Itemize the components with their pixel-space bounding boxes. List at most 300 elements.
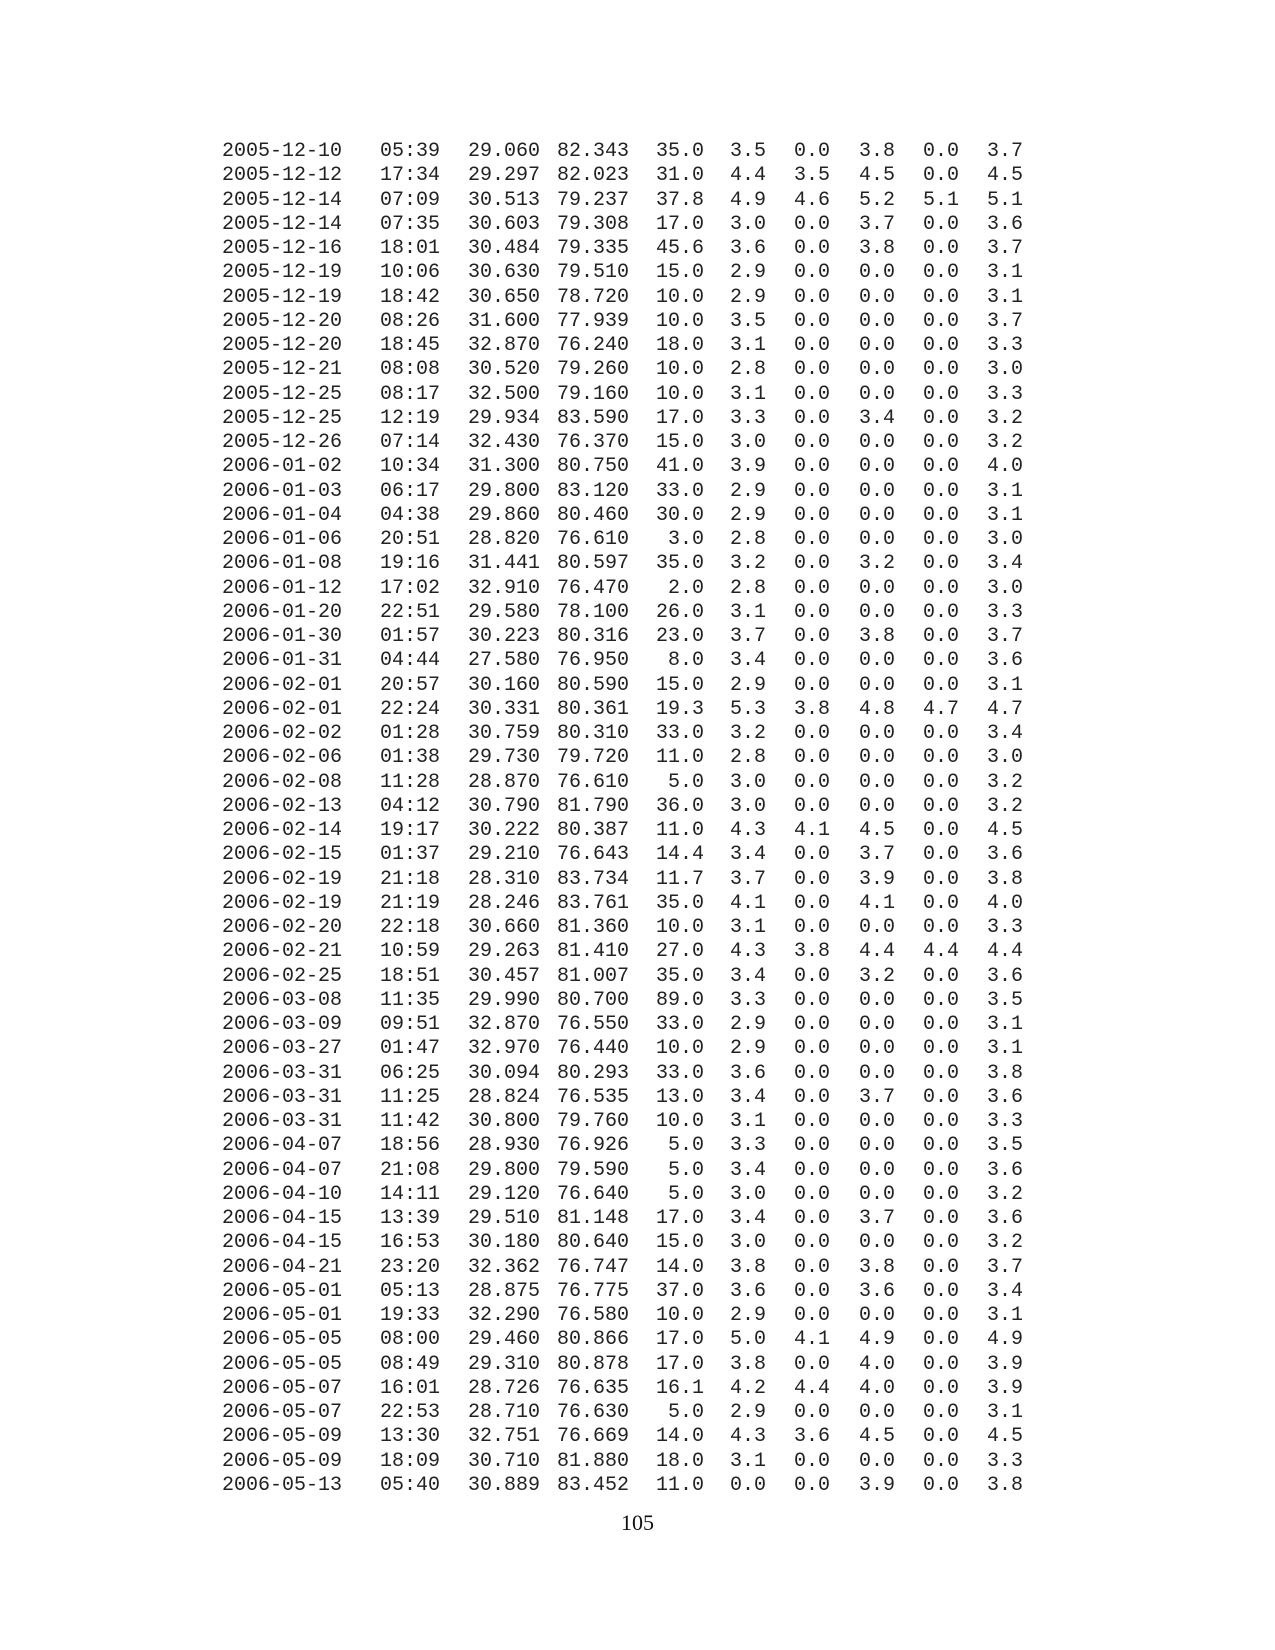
table-cell: 30.0 [655,503,704,527]
table-cell: 21:19 [380,891,441,915]
table-cell: 79.590 [557,1158,630,1182]
table-cell: 4.0 [859,1352,896,1376]
table-cell: 4.9 [987,1328,1024,1352]
table-cell: 3.1 [730,1110,767,1133]
table-cell: 0.0 [923,334,960,357]
table-cell: 0.0 [859,649,896,673]
table-cell: 2005-12-19 [222,261,343,285]
table-cell: 2006-02-01 [222,697,343,721]
table-cell: 3.3 [987,600,1024,624]
table-cell: 4.5 [859,164,896,188]
table-cell: 0.0 [923,576,960,600]
table-cell: 29.263 [468,940,541,964]
table-cell: 0.0 [794,770,831,794]
table-cell: 0.0 [859,1037,896,1061]
table-cell: 76.440 [557,1037,630,1061]
table-cell: 2006-02-25 [222,964,343,988]
table-cell: 0.0 [794,1182,831,1206]
table-cell: 76.643 [557,843,630,867]
table-cell: 16:53 [380,1231,441,1255]
table-cell: 0.0 [794,1134,831,1158]
table-cell: 0.0 [923,1134,960,1158]
table-cell: 0.0 [859,1449,896,1473]
table-cell: 30.180 [468,1231,541,1255]
table-cell: 14.0 [655,1255,704,1279]
table-cell: 79.720 [557,746,630,770]
table-cell: 0.0 [859,1013,896,1036]
table-cell: 80.590 [557,673,630,697]
table-cell: 76.550 [557,1013,630,1036]
table-cell: 0.0 [859,1158,896,1182]
table-cell: 0.0 [794,358,831,382]
table-cell: 29.310 [468,1352,541,1376]
table-cell: 35.0 [655,891,704,915]
table-cell: 76.640 [557,1182,630,1206]
table-cell: 01:47 [380,1037,441,1061]
table-cell: 4.0 [987,455,1024,479]
table-cell: 2006-01-20 [222,600,343,624]
table-cell: 3.0 [987,576,1024,600]
table-cell: 79.237 [557,188,630,212]
table-cell: 4.5 [987,1425,1024,1449]
table-cell: 83.590 [557,406,630,430]
table-cell: 3.9 [987,1376,1024,1400]
table-cell: 2006-02-19 [222,867,343,891]
table-cell: 79.160 [557,382,630,406]
table-cell: 15.0 [655,1231,704,1255]
table-cell: 3.8 [859,1255,896,1279]
table-cell: 30.800 [468,1110,541,1133]
table-cell: 0.0 [859,722,896,745]
table-cell: 08:49 [380,1352,441,1376]
table-cell: 01:37 [380,843,441,867]
table-cell: 3.1 [730,1449,767,1473]
table-cell: 76.580 [557,1304,630,1327]
table-cell: 28.870 [468,770,541,794]
table-cell: 18.0 [655,334,704,357]
table-cell: 4.8 [859,697,896,721]
table-cell: 07:14 [380,431,441,454]
table-cell: 3.4 [987,1279,1024,1303]
table-cell: 0.0 [794,891,831,915]
table-cell: 5.0 [667,1158,704,1182]
table-cell: 3.5 [730,309,767,333]
table-cell: 3.6 [987,964,1024,988]
table-cell: 32.430 [468,431,541,454]
table-cell: 76.635 [557,1376,630,1400]
table-cell: 0.0 [923,1328,960,1352]
table-cell: 5.0 [667,1134,704,1158]
table-cell: 28.310 [468,867,541,891]
table-cell: 76.630 [557,1401,630,1424]
table-cell: 2005-12-26 [222,431,343,454]
table-cell: 3.1 [987,503,1024,527]
table-cell: 11.0 [655,1473,704,1497]
table-cell: 0.0 [794,916,831,939]
table-cell: 2.8 [730,358,767,382]
table-cell: 3.1 [987,285,1024,309]
table-cell: 3.5 [987,1134,1024,1158]
table-cell: 3.7 [987,309,1024,333]
table-cell: 4.6 [794,188,831,212]
table-cell: 0.0 [923,1304,960,1327]
table-cell: 29.730 [468,746,541,770]
table-cell: 80.387 [557,819,630,842]
table-cell: 3.8 [987,1061,1024,1085]
table-cell: 2006-02-06 [222,746,343,770]
table-cell: 5.1 [923,188,960,212]
table-cell: 2.9 [730,1304,767,1327]
table-cell: 0.0 [794,625,831,648]
table-cell: 80.361 [557,697,630,721]
table-cell: 0.0 [859,770,896,794]
table-cell: 0.0 [923,479,960,503]
table-cell: 2006-02-01 [222,673,343,697]
table-cell: 3.8 [794,697,831,721]
table-cell: 0.0 [794,1473,831,1497]
table-cell: 2006-02-19 [222,891,343,915]
table-cell: 4.3 [730,1425,767,1449]
table-cell: 11.7 [655,867,704,891]
table-cell: 3.7 [987,625,1024,648]
table-cell: 07:35 [380,212,441,236]
table-cell: 76.470 [557,576,630,600]
table-cell: 0.0 [923,867,960,891]
table-cell: 17.0 [655,1352,704,1376]
table-cell: 0.0 [794,140,831,163]
table-cell: 35.0 [655,140,704,163]
table-cell: 28.820 [468,528,541,551]
table-cell: 3.6 [730,1061,767,1085]
table-cell: 32.500 [468,382,541,406]
table-cell: 3.9 [730,455,767,479]
table-cell: 76.775 [557,1279,630,1303]
table-cell: 3.1 [987,1037,1024,1061]
table-cell: 3.0 [730,770,767,794]
table-cell: 30.513 [468,188,541,212]
table-cell: 10.0 [655,1110,704,1133]
table-cell: 0.0 [794,261,831,285]
table-cell: 0.0 [794,1061,831,1085]
table-cell: 0.0 [923,431,960,454]
table-cell: 0.0 [923,1425,960,1449]
table-cell: 76.610 [557,770,630,794]
table-cell: 82.023 [557,164,630,188]
table-cell: 0.0 [794,1279,831,1303]
table-cell: 28.824 [468,1085,541,1109]
table-cell: 2006-02-02 [222,722,343,745]
table-cell: 0.0 [923,164,960,188]
table-cell: 80.310 [557,722,630,745]
table-cell: 10.0 [655,309,704,333]
table-cell: 2006-01-08 [222,552,343,576]
table-cell: 81.007 [557,964,630,988]
table-cell: 0.0 [923,1255,960,1279]
table-cell: 3.3 [987,334,1024,357]
table-cell: 0.0 [794,649,831,673]
table-cell: 22:18 [380,916,441,939]
table-cell: 3.0 [730,431,767,454]
table-cell: 3.6 [730,237,767,260]
table-cell: 10.0 [655,285,704,309]
table-cell: 3.6 [987,1085,1024,1109]
table-cell: 2.9 [730,479,767,503]
table-cell: 81.880 [557,1449,630,1473]
table-cell: 3.1 [987,1013,1024,1036]
table-cell: 18:45 [380,334,441,357]
table-cell: 29.510 [468,1207,541,1230]
table-cell: 0.0 [923,1158,960,1182]
table-cell: 2006-05-07 [222,1376,343,1400]
table-cell: 0.0 [923,285,960,309]
table-cell: 0.0 [794,600,831,624]
table-cell: 0.0 [923,237,960,260]
table-cell: 77.939 [557,309,630,333]
table-cell: 3.8 [987,867,1024,891]
table-cell: 07:09 [380,188,441,212]
table-cell: 27.0 [655,940,704,964]
table-cell: 79.335 [557,237,630,260]
table-cell: 32.970 [468,1037,541,1061]
table-cell: 0.0 [923,1207,960,1230]
table-cell: 30.650 [468,285,541,309]
table-cell: 0.0 [859,600,896,624]
table-cell: 5.0 [667,1401,704,1424]
table-cell: 0.0 [859,1231,896,1255]
table-cell: 2.9 [730,1401,767,1424]
table-cell: 0.0 [794,1037,831,1061]
table-cell: 3.9 [859,867,896,891]
table-cell: 30.094 [468,1061,541,1085]
table-cell: 4.4 [859,940,896,964]
table-cell: 10.0 [655,1037,704,1061]
table-cell: 35.0 [655,552,704,576]
table-cell: 0.0 [794,673,831,697]
table-cell: 2006-04-15 [222,1207,343,1230]
table-cell: 3.2 [987,794,1024,818]
table-cell: 76.610 [557,528,630,551]
table-cell: 5.0 [667,1182,704,1206]
table-cell: 80.640 [557,1231,630,1255]
table-cell: 3.6 [730,1279,767,1303]
table-cell: 20:57 [380,673,441,697]
table-cell: 2.8 [730,746,767,770]
table-cell: 28.726 [468,1376,541,1400]
table-cell: 26.0 [655,600,704,624]
table-cell: 3.5 [987,988,1024,1012]
table-cell: 0.0 [923,916,960,939]
table-cell: 18:42 [380,285,441,309]
table-cell: 2.8 [730,576,767,600]
table-cell: 3.7 [730,625,767,648]
table-cell: 19:16 [380,552,441,576]
table-cell: 81.148 [557,1207,630,1230]
table-cell: 0.0 [794,1158,831,1182]
table-cell: 3.2 [987,1182,1024,1206]
table-cell: 2.8 [730,528,767,551]
table-cell: 2005-12-21 [222,358,343,382]
table-cell: 2006-03-09 [222,1013,343,1036]
table-cell: 30.222 [468,819,541,842]
table-cell: 29.460 [468,1328,541,1352]
table-cell: 2005-12-25 [222,406,343,430]
table-cell: 0.0 [794,1449,831,1473]
table-cell: 11.0 [655,746,704,770]
table-cell: 2006-03-31 [222,1110,343,1133]
table-cell: 0.0 [923,140,960,163]
table-cell: 79.760 [557,1110,630,1133]
table-cell: 0.0 [923,455,960,479]
table-cell: 33.0 [655,1013,704,1036]
table-cell: 0.0 [923,1085,960,1109]
table-cell: 80.878 [557,1352,630,1376]
table-cell: 30.160 [468,673,541,697]
table-cell: 17.0 [655,1207,704,1230]
table-cell: 4.5 [859,1425,896,1449]
table-cell: 0.0 [859,285,896,309]
table-cell: 4.3 [730,819,767,842]
table-cell: 08:00 [380,1328,441,1352]
table-cell: 3.7 [987,237,1024,260]
table-cell: 0.0 [923,1231,960,1255]
table-cell: 3.1 [730,334,767,357]
table-cell: 0.0 [859,358,896,382]
table-cell: 4.4 [923,940,960,964]
table-cell: 0.0 [859,479,896,503]
table-cell: 4.2 [730,1376,767,1400]
table-cell: 3.1 [987,479,1024,503]
table-cell: 0.0 [923,528,960,551]
table-cell: 30.630 [468,261,541,285]
table-cell: 29.580 [468,600,541,624]
table-cell: 3.0 [730,1182,767,1206]
table-cell: 79.308 [557,212,630,236]
table-cell: 29.800 [468,1158,541,1182]
table-cell: 23:20 [380,1255,441,1279]
table-cell: 2006-03-31 [222,1085,343,1109]
table-cell: 2006-05-07 [222,1401,343,1424]
table-cell: 0.0 [923,382,960,406]
table-cell: 0.0 [923,891,960,915]
table-cell: 3.6 [987,1207,1024,1230]
table-cell: 19:17 [380,819,441,842]
table-cell: 80.293 [557,1061,630,1085]
table-cell: 32.910 [468,576,541,600]
table-cell: 2005-12-20 [222,334,343,357]
table-cell: 3.2 [859,964,896,988]
table-cell: 0.0 [923,309,960,333]
table-cell: 31.441 [468,552,541,576]
table-cell: 3.5 [794,164,831,188]
table-cell: 2.9 [730,1037,767,1061]
table-cell: 0.0 [794,576,831,600]
table-cell: 2006-04-15 [222,1231,343,1255]
table-cell: 0.0 [923,819,960,842]
table-cell: 3.3 [987,916,1024,939]
table-cell: 0.0 [859,261,896,285]
table-cell: 20:51 [380,528,441,551]
table-cell: 10.0 [655,916,704,939]
table-cell: 0.0 [859,431,896,454]
table-cell: 0.0 [923,625,960,648]
table-cell: 8.0 [667,649,704,673]
table-cell: 11:35 [380,988,441,1012]
table-cell: 0.0 [794,843,831,867]
table-cell: 3.4 [987,552,1024,576]
table-cell: 80.866 [557,1328,630,1352]
table-cell: 27.580 [468,649,541,673]
table-cell: 10.0 [655,382,704,406]
table-cell: 4.9 [859,1328,896,1352]
table-cell: 3.8 [730,1352,767,1376]
table-cell: 30.457 [468,964,541,988]
table-cell: 0.0 [794,1352,831,1376]
table-cell: 30.331 [468,697,541,721]
table-cell: 3.6 [987,212,1024,236]
table-cell: 3.9 [859,1473,896,1497]
table-cell: 0.0 [794,431,831,454]
table-cell: 78.720 [557,285,630,309]
table-cell: 3.1 [730,916,767,939]
table-cell: 21:18 [380,867,441,891]
table-cell: 28.930 [468,1134,541,1158]
table-cell: 0.0 [923,1061,960,1085]
table-cell: 0.0 [923,1376,960,1400]
table-cell: 11:25 [380,1085,441,1109]
table-cell: 4.0 [859,1376,896,1400]
table-cell: 16.1 [655,1376,704,1400]
table-cell: 3.4 [730,843,767,867]
table-cell: 3.6 [987,1158,1024,1182]
table-cell: 32.362 [468,1255,541,1279]
table-cell: 22:51 [380,600,441,624]
table-cell: 17.0 [655,212,704,236]
table-cell: 0.0 [859,382,896,406]
table-cell: 28.710 [468,1401,541,1424]
table-cell: 0.0 [859,1304,896,1327]
table-cell: 0.0 [859,794,896,818]
table-cell: 2006-02-21 [222,940,343,964]
table-cell: 0.0 [923,673,960,697]
table-cell: 14.4 [655,843,704,867]
table-cell: 0.0 [794,406,831,430]
table-cell: 3.2 [730,552,767,576]
table-cell: 29.860 [468,503,541,527]
table-cell: 4.1 [794,1328,831,1352]
table-cell: 3.4 [730,1158,767,1182]
table-cell: 15.0 [655,431,704,454]
table-cell: 3.4 [987,722,1024,745]
table-cell: 4.5 [987,819,1024,842]
table-cell: 2005-12-20 [222,309,343,333]
table-cell: 2006-04-07 [222,1134,343,1158]
table-cell: 12:19 [380,406,441,430]
table-cell: 0.0 [923,988,960,1012]
table-cell: 4.5 [987,164,1024,188]
table-cell: 30.484 [468,237,541,260]
table-cell: 21:08 [380,1158,441,1182]
table-cell: 11:42 [380,1110,441,1133]
table-cell: 0.0 [794,1255,831,1279]
table-cell: 0.0 [794,1110,831,1133]
table-cell: 31.600 [468,309,541,333]
table-cell: 0.0 [923,843,960,867]
table-cell: 04:12 [380,794,441,818]
table-cell: 05:13 [380,1279,441,1303]
table-cell: 14.0 [655,1425,704,1449]
table-cell: 0.0 [859,1401,896,1424]
table-cell: 17:02 [380,576,441,600]
